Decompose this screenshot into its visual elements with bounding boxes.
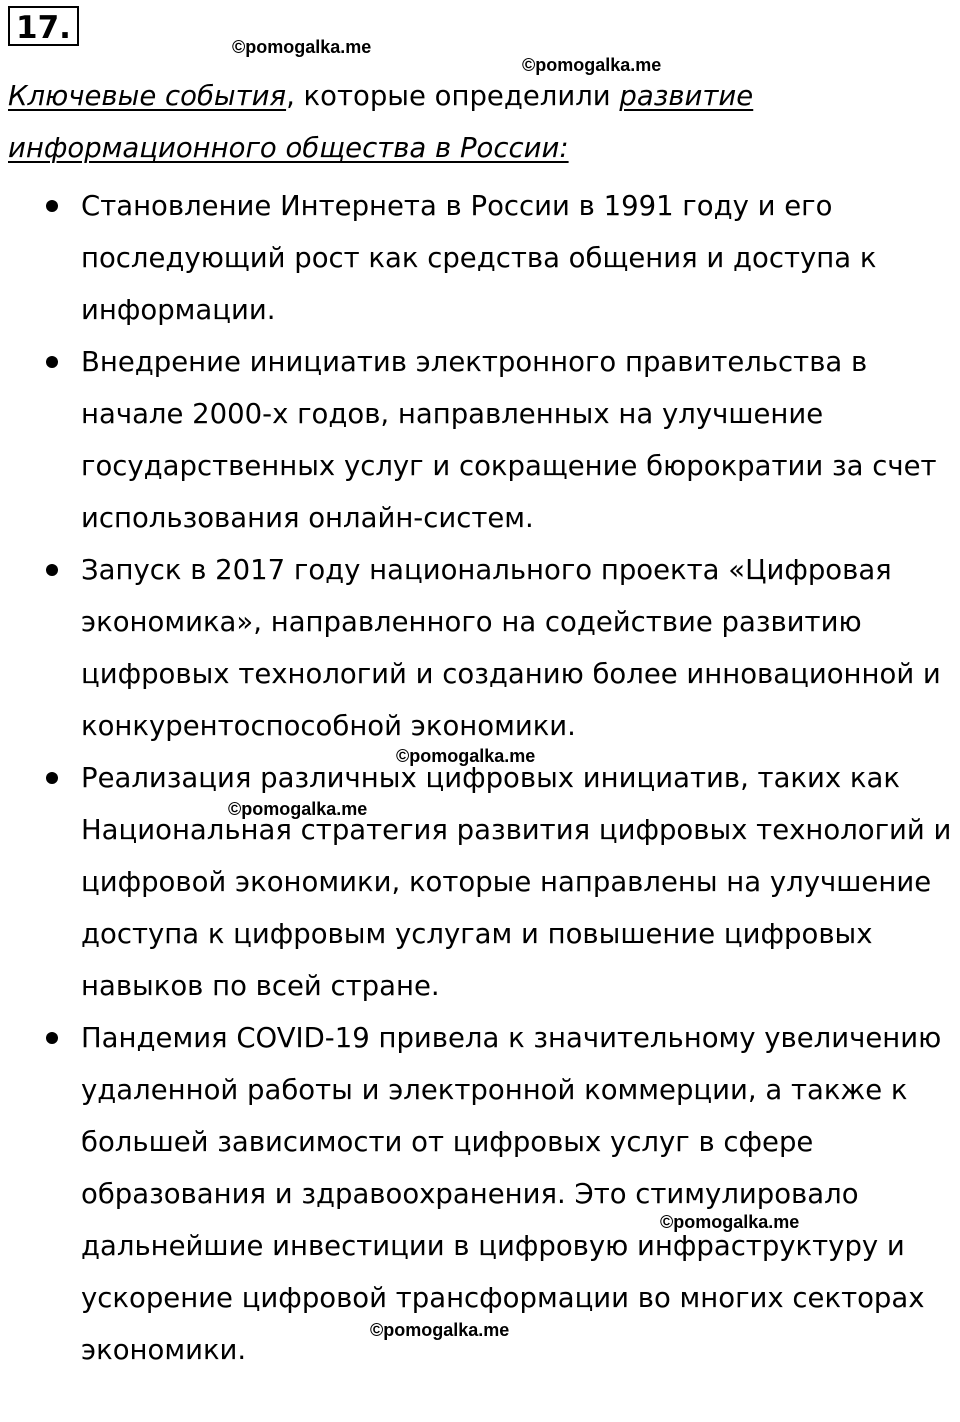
list-item-text: Запуск в 2017 году национального проекта «Цифровая экономика», направленного на содействие развитию цифровых технологий и созданию более инновационной и конкурентоспособной экономики.	[81, 554, 941, 742]
list-item	[0, 336, 960, 544]
list-item	[0, 180, 960, 336]
list-item-text: Пандемия COVID-19 привела к значительному увеличению удаленной работы и электронной коммерции, а также к большей зависимости от цифровых услуг в сфере образования и здравоохранения. Это стимулировало дальнейшие инвестиции в цифровую инфраструктуру и ускорение цифровой трансформации во многих секторах экономики.	[81, 1022, 942, 1366]
bullet-icon	[46, 564, 58, 576]
list-item-text: Реализация различных цифровых инициатив, таких как Национальная стратегия развития цифровых технологий и цифровой экономики, которые направлены на улучшение доступа к цифровым услугам и повышение цифровых навыков по всей стране.	[81, 762, 952, 1002]
bullet-icon	[46, 772, 58, 784]
bullet-icon	[46, 356, 58, 368]
list-item-text: Становление Интернета в России в 1991 году и его последующий рост как средства общения и доступа к информации.	[81, 190, 877, 326]
intro-connector: , которые определили	[286, 80, 620, 112]
intro-topic: развитие информационного общества в России:	[8, 80, 754, 164]
bullet-icon	[46, 200, 58, 212]
list-item-text: Внедрение инициатив электронного правительства в начале 2000-х годов, направленных на улучшение государственных услуг и сокращение бюрократии за счет использования онлайн-систем.	[81, 346, 937, 534]
watermark: ©pomogalka.me	[660, 1212, 800, 1232]
watermark: ©pomogalka.me	[522, 55, 662, 75]
bullet-icon	[46, 1032, 58, 1044]
watermark: ©pomogalka.me	[396, 746, 536, 766]
watermark: ©pomogalka.me	[232, 37, 372, 57]
list-item	[0, 752, 960, 1012]
events-list	[0, 180, 960, 1376]
task-number-box: 17.	[8, 6, 79, 46]
watermark: ©pomogalka.me	[228, 799, 368, 819]
intro-key-events: Ключевые события	[8, 80, 287, 112]
watermark: ©pomogalka.me	[370, 1320, 510, 1340]
intro-paragraph	[8, 70, 953, 174]
list-item	[0, 544, 960, 752]
